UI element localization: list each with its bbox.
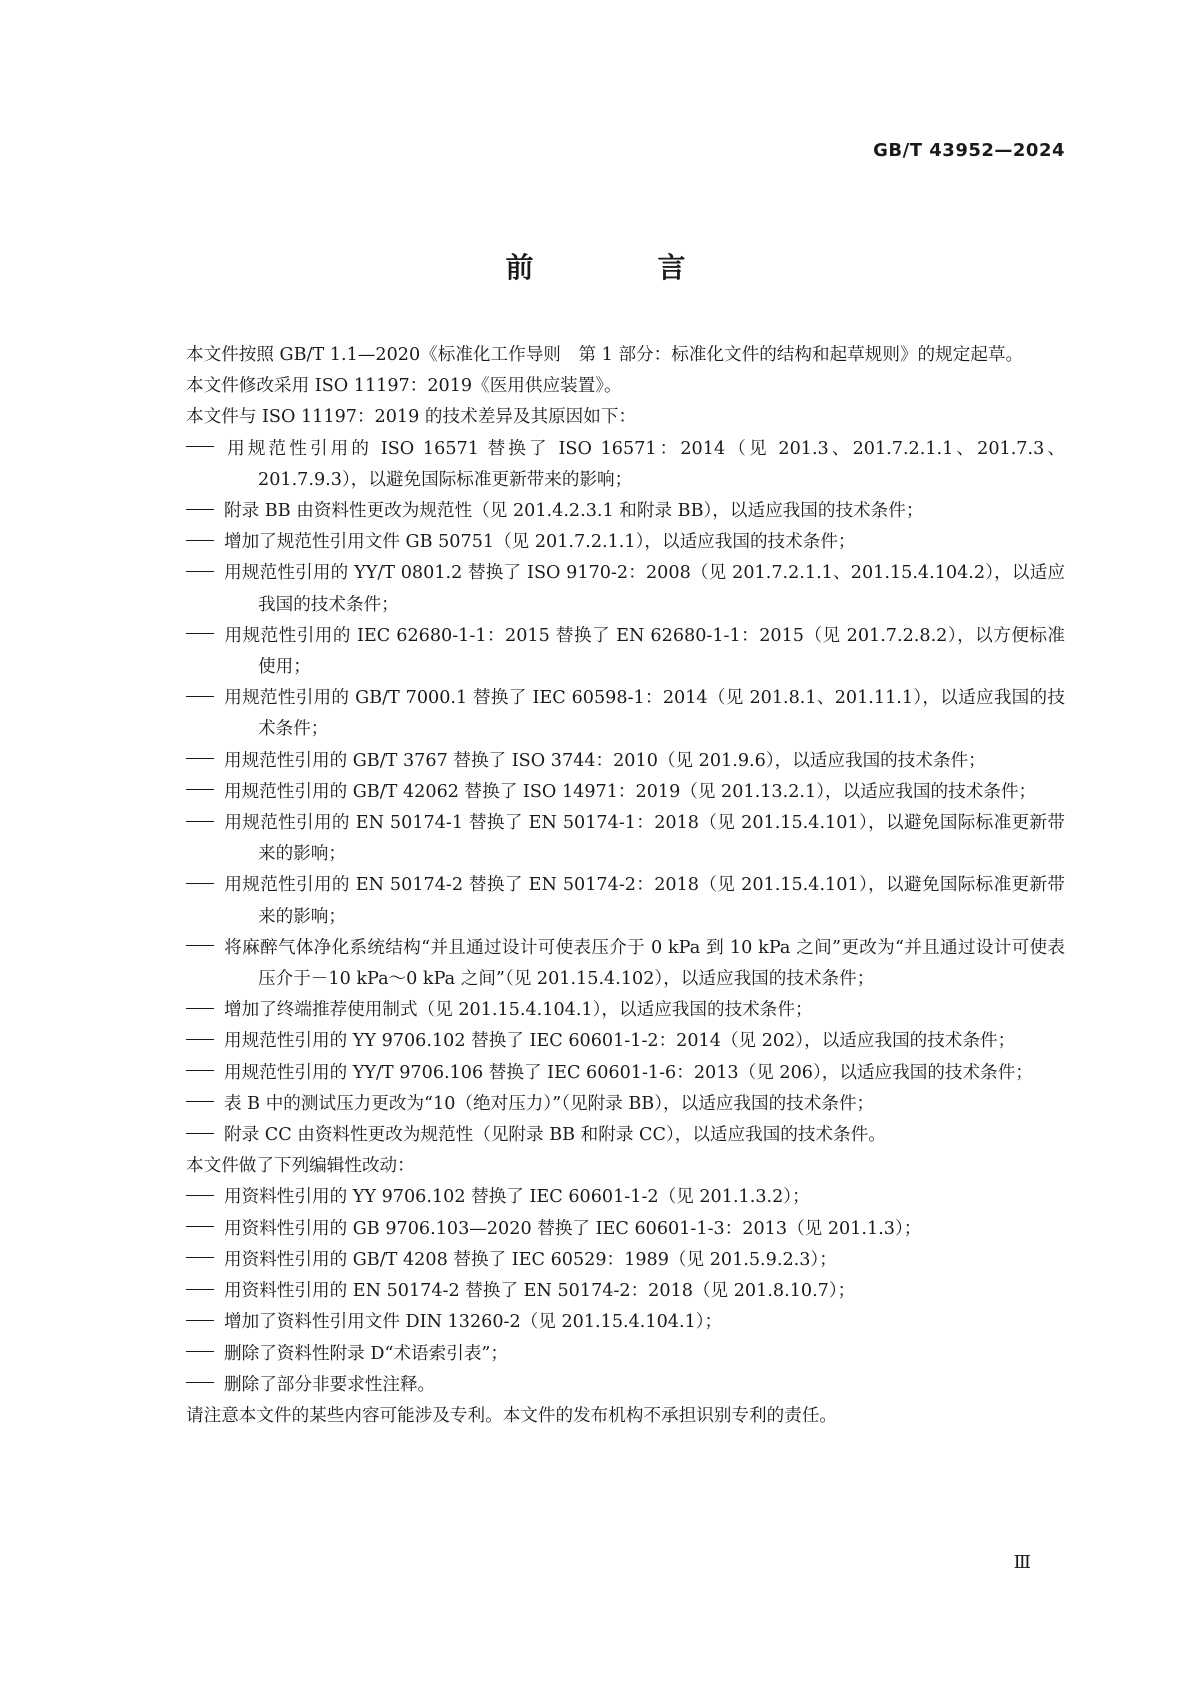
preface-body xyxy=(142,340,1065,1432)
list-item: 用规范性引用的 YY 9706.102 替换了 IEC 60601-1-2：2014（见 202），以适应我国的技术条件； xyxy=(186,1026,1065,1057)
list-item: 删除了部分非要求性注释。 xyxy=(186,1370,1065,1401)
list-item: 用规范性引用的 YY/T 0801.2 替换了 ISO 9170-2：2008（见 201.7.2.1.1、201.15.4.104.2），以适应我国的技术条件； xyxy=(186,558,1065,620)
dash-icon xyxy=(186,883,214,884)
list-item: 增加了终端推荐使用制式（见 201.15.4.104.1），以适应我国的技术条件； xyxy=(186,995,1065,1026)
list-item: 附录 BB 由资料性更改为规范性（见 201.4.2.3.1 和附录 BB），以适应我国的技术条件； xyxy=(186,496,1065,527)
list-item: 附录 CC 由资料性更改为规范性（见附录 BB 和附录 CC），以适应我国的技术条件。 xyxy=(186,1120,1065,1151)
intro-paragraph-2: 本文件修改采用 ISO 11197：2019《医用供应装置》。 xyxy=(186,376,622,397)
list-item: 用规范性引用的 ISO 16571 替换了 ISO 16571：2014（见 201.3、201.7.2.1.1、201.7.3、201.7.9.3），以避免国际标准更新带来的影响； xyxy=(186,434,1065,496)
dash-icon xyxy=(186,633,214,634)
dash-icon xyxy=(186,758,214,759)
list-item: 用资料性引用的 GB 9706.103—2020 替换了 IEC 60601-1-3：2013（见 201.1.3）； xyxy=(186,1214,1065,1245)
dash-icon xyxy=(186,1039,214,1040)
list-item: 用规范性引用的 GB/T 7000.1 替换了 IEC 60598-1：2014（见 201.8.1、201.11.1），以适应我国的技术条件； xyxy=(186,683,1065,745)
list-item: 用规范性引用的 EN 50174-1 替换了 EN 50174-1：2018（见 201.15.4.101），以避免国际标准更新带来的影响； xyxy=(186,808,1065,870)
list-item: 用规范性引用的 GB/T 42062 替换了 ISO 14971：2019（见 201.13.2.1），以适应我国的技术条件； xyxy=(186,777,1065,808)
list-item: 用资料性引用的 GB/T 4208 替换了 IEC 60529：1989（见 201.5.9.2.3）； xyxy=(186,1245,1065,1276)
editorial-changes-list xyxy=(142,1182,1065,1400)
list-item: 增加了规范性引用文件 GB 50751（见 201.7.2.1.1），以适应我国的技术条件； xyxy=(186,527,1065,558)
dash-icon xyxy=(186,1382,214,1383)
page-title: 前 言 xyxy=(505,251,734,284)
dash-icon xyxy=(186,1070,214,1071)
dash-icon xyxy=(186,1008,214,1009)
dash-icon xyxy=(186,1133,214,1134)
dash-icon xyxy=(186,509,214,510)
dash-icon xyxy=(186,1351,214,1352)
dash-icon xyxy=(186,1257,214,1258)
dash-icon xyxy=(186,1101,214,1102)
intro-paragraph-1: 本文件按照 GB/T 1.1—2020《标准化工作导则 第 1 部分：标准化文件的结构和起草规则》的规定起草。 xyxy=(186,345,1024,365)
list-item: 删除了资料性附录 D“术语索引表”； xyxy=(186,1339,1065,1370)
technical-differences-list xyxy=(142,434,1065,1152)
dash-icon xyxy=(186,1195,214,1196)
list-item: 表 B 中的测试压力更改为“10（绝对压力）”（见附录 BB），以适应我国的技术条件； xyxy=(186,1089,1065,1120)
dash-icon xyxy=(186,1289,214,1290)
dash-icon xyxy=(186,1226,214,1227)
dash-icon xyxy=(186,540,214,541)
dash-icon xyxy=(186,945,214,946)
patent-notice: 请注意本文件的某些内容可能涉及专利。本文件的发布机构不承担识别专利的责任。 xyxy=(186,1405,837,1426)
list-item: 用资料性引用的 YY 9706.102 替换了 IEC 60601-1-2（见 201.1.3.2）； xyxy=(186,1182,1065,1213)
list-item: 用规范性引用的 IEC 62680-1-1：2015 替换了 EN 62680-1-1：2015（见 201.7.2.8.2），以方便标准使用； xyxy=(186,621,1065,683)
dash-icon xyxy=(186,446,214,447)
list-item: 用规范性引用的 YY/T 9706.106 替换了 IEC 60601-1-6：2013（见 206），以适应我国的技术条件； xyxy=(186,1058,1065,1089)
editorial-intro: 本文件做了下列编辑性改动： xyxy=(186,1156,415,1177)
dash-icon xyxy=(186,696,214,697)
dash-icon xyxy=(186,789,214,790)
dash-icon xyxy=(186,571,214,572)
page-number: Ⅲ xyxy=(1013,1552,1031,1573)
list-item: 用规范性引用的 EN 50174-2 替换了 EN 50174-2：2018（见 201.15.4.101），以避免国际标准更新带来的影响； xyxy=(186,870,1065,932)
intro-paragraph-3: 本文件与 ISO 11197：2019 的技术差异及其原因如下： xyxy=(186,407,637,428)
list-item: 增加了资料性引用文件 DIN 13260-2（见 201.15.4.104.1）； xyxy=(186,1307,1065,1338)
list-item: 将麻醉气体净化系统结构“并且通过设计可使表压介于 0 kPa 到 10 kPa 之间”更改为“并且通过设计可使表压介于－10 kPa～0 kPa 之间”（见 201.15.4.102），以适应我国的技术条件； xyxy=(186,933,1065,995)
dash-icon xyxy=(186,821,214,822)
list-item: 用资料性引用的 EN 50174-2 替换了 EN 50174-2：2018（见 201.8.10.7）； xyxy=(186,1276,1065,1307)
dash-icon xyxy=(186,1320,214,1321)
list-item: 用规范性引用的 GB/T 3767 替换了 ISO 3744：2010（见 201.9.6），以适应我国的技术条件； xyxy=(186,746,1065,777)
standard-code: GB/T 43952—2024 xyxy=(873,140,1065,161)
